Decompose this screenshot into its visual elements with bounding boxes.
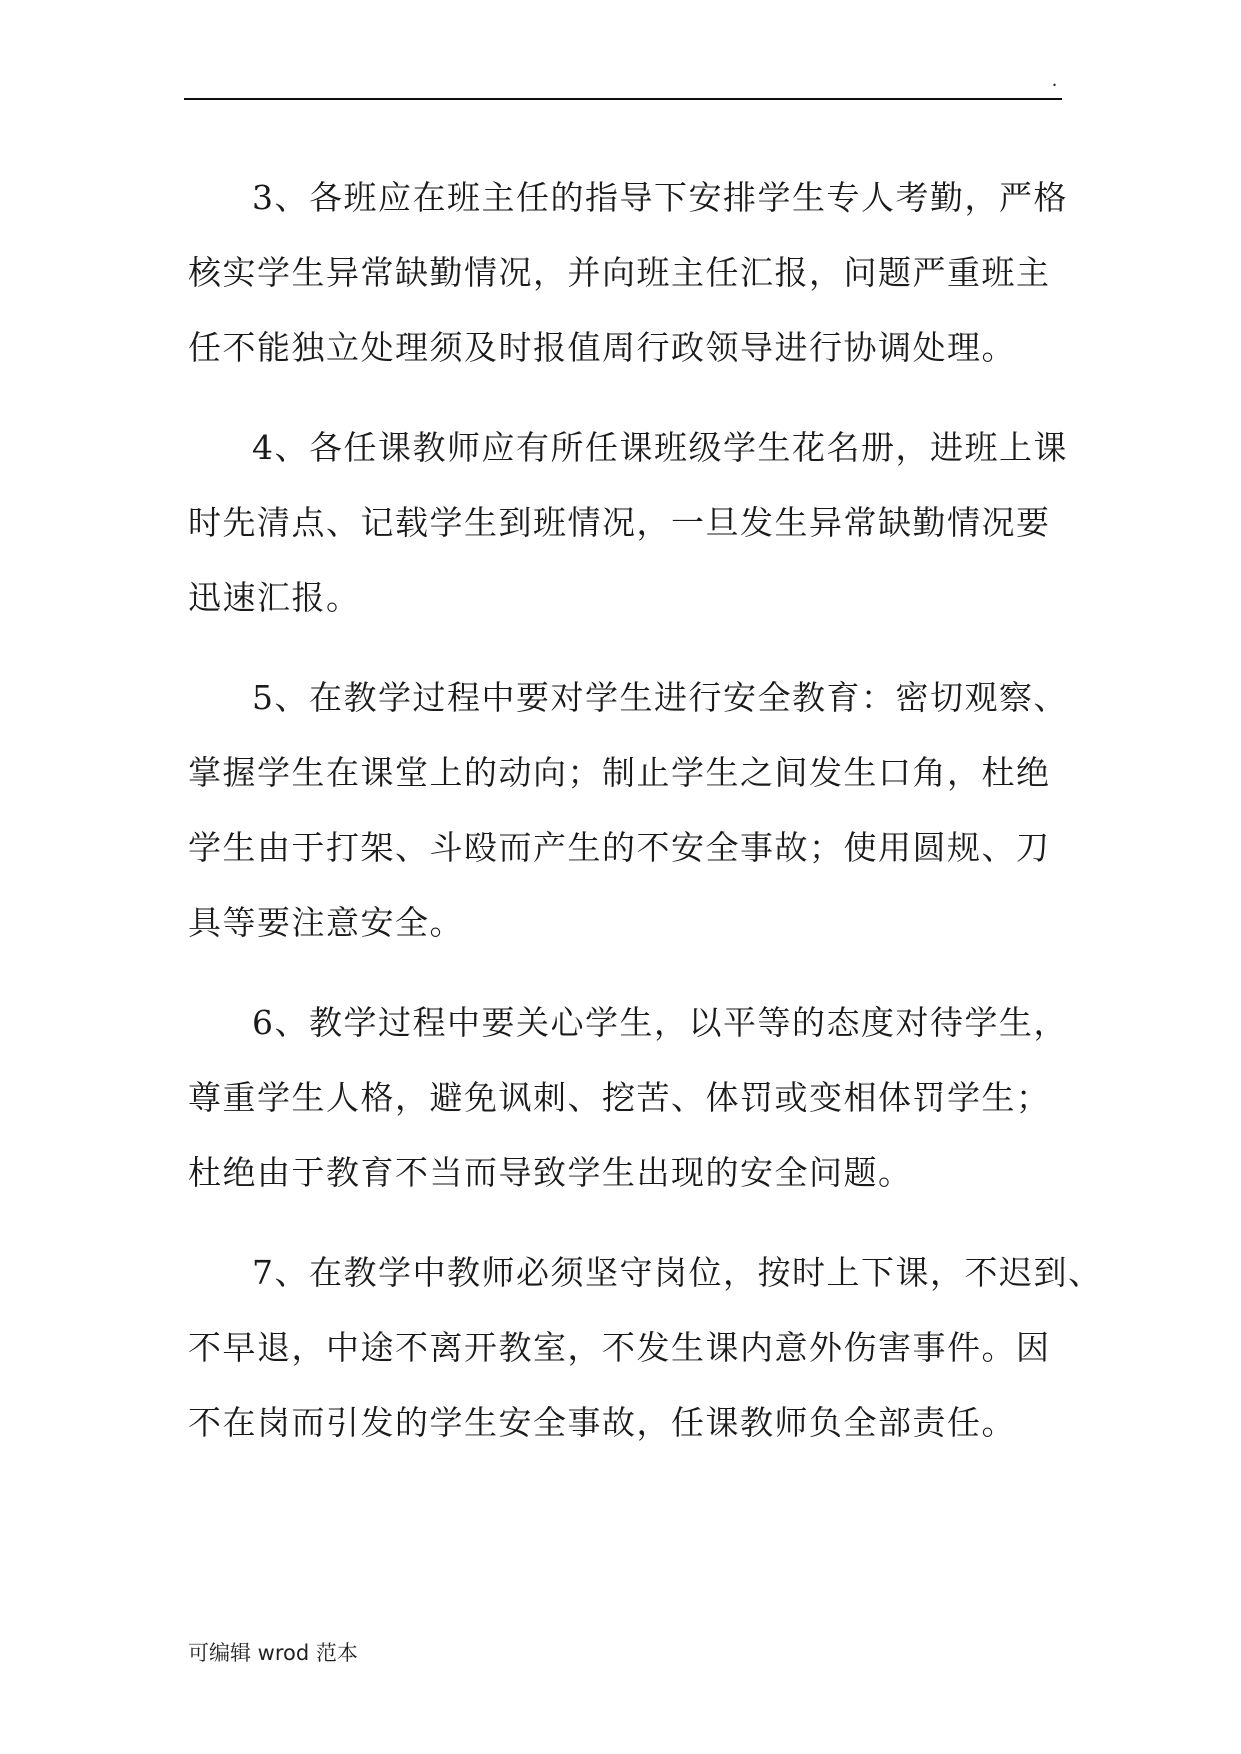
paragraph-line: 杜绝由于教育不当而导致学生出现的安全问题。 [188,1153,913,1192]
paragraph-line: 任不能独立处理须及时报值周行政领导进行协调处理。 [188,328,1016,367]
paragraph-3 [188,160,1088,385]
header-rule [184,98,1062,100]
paragraph-line: 5、在教学过程中要对学生进行安全教育：密切观察、 [252,678,1068,717]
paragraph-4 [188,410,1088,635]
paragraph-line: 7、在教学中教师必须坚守岗位，按时上下课，不迟到、 [252,1253,1103,1292]
paragraph-line: 3、各班应在班主任的指导下安排学生专人考勤，严格 [252,178,1068,217]
paragraph-7 [188,1235,1103,1460]
paragraph-line: 6、教学过程中要关心学生，以平等的态度对待学生， [252,1003,1068,1042]
header-mark: . [1052,69,1057,91]
paragraph-line: 掌握学生在课堂上的动向；制止学生之间发生口角，杜绝 [188,753,1051,792]
paragraph-6 [188,985,1088,1210]
paragraph-line: 4、各任课教师应有所任课班级学生花名册，进班上课 [252,428,1068,467]
paragraph-line: 迅速汇报。 [188,578,361,617]
paragraph-line: 尊重学生人格，避免讽刺、挖苦、体罚或变相体罚学生； [188,1078,1051,1117]
footer-label: 可编辑 wrod 范本 [188,1641,358,1665]
paragraph-line: 核实学生异常缺勤情况，并向班主任汇报，问题严重班主 [188,253,1051,292]
document-body [188,160,1103,1485]
paragraph-line: 不早退，中途不离开教室，不发生课内意外伤害事件。因 [188,1328,1051,1367]
paragraph-line: 具等要注意安全。 [188,903,464,942]
paragraph-line: 时先清点、记载学生到班情况，一旦发生异常缺勤情况要 [188,503,1051,542]
paragraph-line: 学生由于打架、斗殴而产生的不安全事故；使用圆规、刀 [188,828,1051,867]
paragraph-5 [188,660,1088,960]
paragraph-line: 不在岗而引发的学生安全事故，任课教师负全部责任。 [188,1403,1016,1442]
